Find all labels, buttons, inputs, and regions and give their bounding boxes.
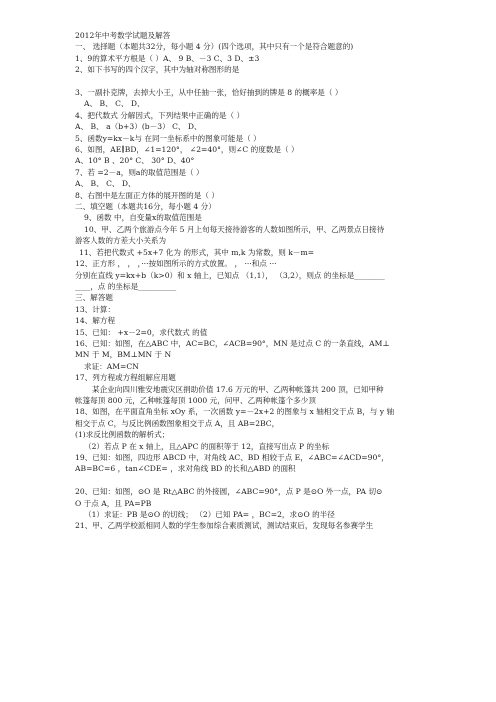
question-text: （1）求证：PB 是⊙O 的切线； （2）已知 PA= ，BC=2，求⊙O 的半径: [84, 510, 335, 520]
question-text: 20、已知：如图，⊙O 是 Rt△ABC 的外接圆，∠ABC=90°，点 P 是⊙O 外一点，PA 切⊙: [75, 487, 383, 497]
question-text: 18、如图，在平面直角坐标 xOy 系，一次函数 y=－2x+2 的图象与 x 轴相交于点 B，与 y 轴: [75, 407, 395, 417]
question-text: 16、已知：如图，在△ABC 中，AC=BC，∠ACB=90°，MN 是过点 C 的一条直线，AM⊥: [75, 338, 390, 348]
question-text: 求证：AM=CN: [84, 361, 139, 371]
question-text: 12、正方形 ， ， ，···按如图所示的方式放置。 ， ···和点 ···: [75, 259, 277, 269]
question-text: （2）若点 P 在 x 轴上，且△APC 的面积等于 12，直接写出点 P 的坐标: [84, 441, 330, 451]
answer-options: A、 B、 C、 D、: [75, 179, 136, 189]
question-text: 17、列方程或方程组解应用题: [75, 373, 176, 383]
spacer: [75, 475, 436, 486]
question-text: O 于点 A，且 PA=PB: [75, 498, 152, 508]
spacer: [75, 76, 436, 87]
answer-options: A、 B、 a（b+3）(b－3） C、 D、: [75, 122, 202, 132]
question-text: 4、把代数式 分解因式，下列结果中正确的是（ ）: [75, 110, 245, 120]
question-text: AB=BC=6 ，tan∠CDE= ，求对角线 BD 的长和△ABD 的面积: [75, 464, 296, 474]
question-text: 19、已知：如图，四边形 ABCD 中，对角线 AC、BD 相较于点 E，∠ABC=∠ACD=90°，: [75, 453, 389, 463]
question-text: 8、右图中是左面正方体的展开图的是（ ）: [75, 190, 219, 200]
question-text: 15、已知： +x－2=0，求代数式 的值: [75, 327, 208, 337]
question-text: 13、计算：: [75, 304, 116, 314]
question-text: 11、若把代数式 +5x+7 化为 的形式，其中 m,k 为常数，则 k－m=: [79, 247, 315, 257]
question-text: (1)求反比例函数的解析式；: [75, 430, 170, 440]
section-heading: 三、解答题: [75, 293, 113, 303]
question-text: 10、甲、乙两个旅游点今年 5 月上旬每天接待游客的人数如图所示，甲、乙两景点日接待: [84, 224, 385, 234]
question-text: 游客人数的方差大小关系为: [75, 236, 167, 246]
question-text: 21、甲、乙两学校派相同人数的学生参加综合素质测试，测试结束后，发现每名参赛学生: [75, 521, 374, 531]
question-text: 帐篷每顶 800 元，乙种帐篷每顶 1000 元，问甲、乙两种帐篷个多少顶: [75, 395, 316, 405]
section-heading: 二、填空题（本题共16分，每小题 4 分）: [75, 202, 216, 212]
answer-options: A、 B、 C、 D、: [84, 99, 145, 109]
section-heading: 一、 选择题（本题共32分，每小题 4 分）(四个选项，其中只有一个是符合题意的): [75, 42, 354, 52]
question-text: 14、解方程: [75, 316, 116, 326]
answer-options: A、10° B 、20° C、 30° D、40°: [75, 156, 195, 166]
question-text: 某企业向四川雅安地震灾区捐助价值 17.6 万元的甲、乙两种帐篷共 200 顶，已知甲种: [92, 384, 384, 394]
question-text: 5、函数y=kx－k与 在同一坐标系中的图象可能是（ ）: [75, 133, 261, 143]
doc-title: 2012年中考数学试题及解答: [75, 31, 171, 40]
question-text: 相交于点 C，与反比例函数图象相交于点 A，且 AB=2BC，: [75, 418, 280, 428]
question-text: 2、如下书写的四个汉字，其中为轴对称图形的是: [75, 65, 240, 75]
question-text: 分别在直线 y=kx+b（k>0）和 x 轴上，已知点 （1,1）， （3,2），则点 的坐标是________: [75, 270, 385, 280]
question-text: MN 于 M，BM⊥MN 于 N: [75, 350, 172, 360]
question-text: 6、如图，AE∥BD，∠1=120°， ∠2=40°，则∠C 的度数是（ ）: [75, 145, 299, 155]
question-text: 7、若 =2－a，则a的取值范围是（ ）: [75, 167, 204, 177]
question-text: 1、9的算术平方根是（ ）A、 9 B、－3 C、3 D、±3: [75, 53, 260, 63]
question-text: 9、函数 中，自变量x的取值范围是: [84, 213, 202, 223]
question-text: ____，点 的坐标是__________: [75, 281, 177, 291]
question-text: 3、一副扑克牌，去掉大小王，从中任抽一张，恰好抽到的牌是 8 的概率是（ ）: [75, 88, 343, 98]
